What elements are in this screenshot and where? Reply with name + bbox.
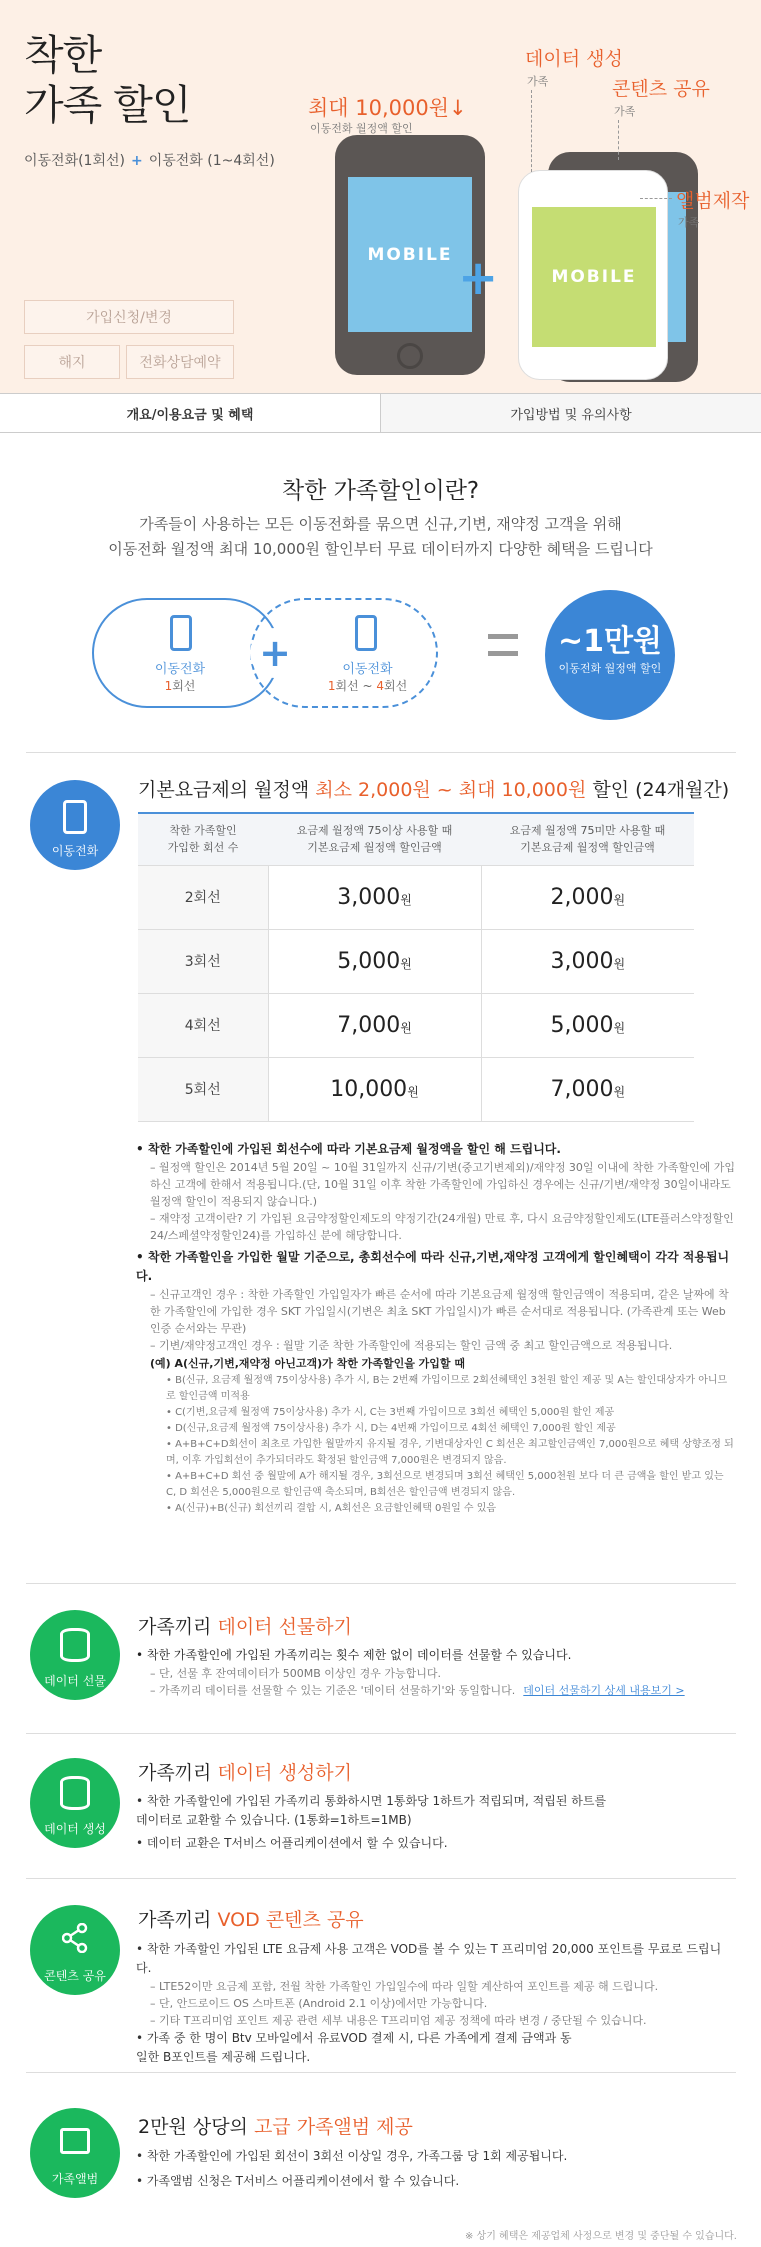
- phone-icon: [63, 800, 87, 834]
- unit: 원: [613, 1020, 626, 1035]
- header-over75: 요금제 월정액 75이상 사용할 때 기본요금제 월정액 할인금액: [268, 813, 481, 865]
- callout-line: [618, 120, 619, 160]
- cell-under75: [481, 929, 694, 993]
- hero-title: 착한 가족 할인: [24, 31, 191, 129]
- row-lines: 2회선: [138, 865, 268, 929]
- equals-icon: [488, 634, 518, 656]
- data-gift-category-circle: [30, 1610, 120, 1700]
- benefit-caption: 이동전화 월정액 할인: [558, 662, 662, 675]
- value: 3,000: [550, 948, 614, 974]
- tab-bar: [0, 393, 761, 433]
- phone-icon: [170, 615, 192, 651]
- title-a: 기본요금제의 월정액: [138, 779, 316, 801]
- oval2-count: [315, 677, 420, 694]
- discount-notes: [136, 1138, 736, 1517]
- divider: [26, 752, 736, 753]
- row-lines: 4회선: [138, 993, 268, 1057]
- max-benefit-circle: [545, 590, 675, 720]
- line: • 착한 가족할인에 가입된 가족끼리 통화하시면 1통화당 1하트가 적립되며, 적립된 하트를 데이터로 교환할 수 있습니다. (1통화=1하트=1MB): [136, 1794, 607, 1827]
- hero-sub-b: 이동전화 (1~4회선): [148, 153, 275, 169]
- phone-screen: MOBILE: [348, 177, 472, 332]
- oval1-unit: 회선: [172, 679, 196, 693]
- value: 5,000: [550, 1012, 614, 1038]
- unit: 원: [613, 956, 626, 971]
- family-album-category-circle: [30, 2108, 120, 2198]
- cell-over75: [268, 865, 481, 929]
- title-a: 2만원 상당의: [138, 2116, 254, 2138]
- mobile-category-circle: [30, 780, 120, 870]
- value: 10,000: [330, 1076, 408, 1102]
- data-gift-detail-link[interactable]: 데이터 선물하기 상세 내용보기 >: [523, 1684, 685, 1697]
- image-icon: [60, 2128, 90, 2154]
- intro-title: 착한 가족할인이란?: [281, 478, 480, 504]
- oval2-n2: 4: [376, 679, 384, 693]
- note: • 착한 가족할인에 가입된 회선수에 따라 기본요금제 월정액을 할인 해 드립니다.: [136, 1142, 561, 1156]
- oval2-label: 이동전화: [342, 662, 393, 677]
- table-row: [138, 1057, 694, 1121]
- plus-icon: +: [250, 628, 300, 678]
- section4-body: [136, 1940, 736, 2067]
- line: – 가족끼리 데이터를 선물할 수 있는 기준은 '데이터 선물하기'와 동일합니다.: [150, 1684, 516, 1697]
- oval2-n: 1: [327, 679, 336, 693]
- database-icon: [60, 1628, 90, 1662]
- title-b: 최소 2,000원 ~ 최대 10,000원: [315, 779, 587, 801]
- cell-over75: [268, 929, 481, 993]
- cell-over75: [268, 1057, 481, 1121]
- value: 2,000: [550, 884, 614, 910]
- benefit-amount: ~1만원: [558, 624, 662, 659]
- tab-signup-notes[interactable]: 가입방법 및 유의사항: [381, 394, 761, 432]
- note: • 착한 가족할인을 가입한 월말 기준으로, 총회선수에 따라 신규,기변,재약정 고객에게 할인혜택이 각각 적용됩니다.: [136, 1250, 730, 1283]
- category-label: 데이터 생성: [44, 1822, 106, 1836]
- line: • 착한 가족할인 가입된 LTE 요금제 사용 고객은 VOD를 볼 수 있는 T 프리미엄 20,000 포인트를 무료로 드립니다.: [136, 1942, 722, 1975]
- title-a: 가족끼리: [138, 1616, 218, 1638]
- note: – 재약정 고객이란? 기 가입된 요금약정할인제도의 약정기간(24개월) 만료 후, 다시 요금약정할인제도(LTE플러스약정할인24/스페셜약정할인24)를 가입하신 분에 해당합니다.: [150, 1212, 734, 1242]
- title-a: 가족끼리: [138, 1909, 218, 1931]
- unit: 원: [613, 1084, 626, 1099]
- line: • 가족 중 한 명이 Btv 모바일에서 유료VOD 결제 시, 다른 가족에게 결제 금액과 동일한 B포인트를 제공해 드립니다.: [136, 2031, 572, 2064]
- oval1-n: 1: [164, 679, 173, 693]
- value: 3,000: [337, 884, 401, 910]
- callout-line: [531, 90, 532, 172]
- category-label: 데이터 선물: [44, 1674, 106, 1688]
- oval1-label: 이동전화: [154, 662, 206, 677]
- value: 7,000: [550, 1076, 614, 1102]
- oval2-unit: 회선: [383, 679, 408, 693]
- section1-title: [138, 775, 729, 802]
- row-lines: 3회선: [138, 929, 268, 993]
- note: • C(기변,요금제 월정액 75이상사용) 추가 시, C는 3번째 가입이므로 3회선 혜택인 5,000원 할인 제공: [166, 1407, 615, 1418]
- value: 7,000: [337, 1012, 401, 1038]
- divider: [26, 1878, 736, 1879]
- max-discount-text: 최대 10,000원↓: [308, 96, 467, 120]
- example-heading: (예) A(신규,기변,재약정 아닌고객)가 착한 가족할인을 가입할 때: [150, 1357, 465, 1370]
- hero-subtitle: [24, 150, 275, 170]
- tab-overview[interactable]: 개요/이용요금 및 혜택: [0, 394, 381, 432]
- phone-screen: MOBILE: [532, 207, 656, 347]
- note: • B(신규, 요금제 월정액 75이상사용) 추가 시, B는 2번째 가입이므로 2회선혜택인 3천원 할인 제공 및 A는 할인대상자가 아니므로 할인금액 미적용: [166, 1375, 728, 1402]
- row-lines: 5회선: [138, 1057, 268, 1121]
- feature-data-create: 데이터 생성: [525, 48, 623, 70]
- phone-white-illustration: [518, 170, 668, 380]
- title-c: 할인 (24개월간): [586, 779, 730, 801]
- note: • A+B+C+D 회선 중 월말에 A가 해지될 경우, 3회선으로 변경되며 3회선 혜택인 5,000천원 보다 더 큰 금액을 할인 받고 있는 C, D 회선은 5,000원으로 할인금액 축소되며, B회선은 할인금액 변경되지 않음.: [166, 1471, 724, 1498]
- title-b: VOD 콘텐츠 공유: [217, 1909, 364, 1931]
- database-icon: [60, 1776, 90, 1810]
- content-share-category-circle: [30, 1905, 120, 1995]
- data-create-category-circle: [30, 1758, 120, 1848]
- cell-under75: [481, 1057, 694, 1121]
- feature-sub: 가족: [527, 75, 549, 88]
- table-row: [138, 929, 694, 993]
- plus-icon: +: [130, 153, 143, 169]
- divider: [26, 2072, 736, 2073]
- note: – 월정액 할인은 2014년 5월 20일 ~ 10월 31일까지 신규/기변(중고기변제외)/재약정 30일 이내에 착한 가족할인에 가입하신 고객에 한해서 적용됩니다.(단, 10월 31일 이후 착한 가족할인에 가입하신 경우에는 신규/기변/재약정 30일이내라도 월정액 할인이 적용되지 않습니다.): [150, 1161, 736, 1208]
- line: – 단, 선물 후 잔여데이터가 500MB 이상인 경우 가능합니다.: [150, 1667, 442, 1680]
- cell-under75: [481, 993, 694, 1057]
- unit: 원: [407, 1084, 419, 1099]
- line-with-link: [136, 1682, 736, 1699]
- section4-title: [138, 1905, 364, 1932]
- oval1-count: [140, 677, 220, 694]
- call-reservation-button[interactable]: 전화상담예약: [126, 345, 234, 379]
- note: • A(신규)+B(신규) 회선끼리 결합 시, A회선은 요금할인혜택 0원일 수 있음: [166, 1503, 497, 1514]
- category-label: 가족앨범: [51, 2172, 99, 2186]
- header-under75: 요금제 월정액 75미만 사용할 때 기본요금제 월정액 할인금액: [481, 813, 694, 865]
- line: • 착한 가족할인에 가입된 가족끼리는 횟수 제한 없이 데이터를 선물할 수 있습니다.: [136, 1648, 572, 1662]
- section3-title: [138, 1758, 352, 1785]
- cell-under75: [481, 865, 694, 929]
- header-lines: 착한 가족할인 가입한 회선 수: [138, 813, 268, 865]
- feature-sub: 가족: [614, 105, 636, 118]
- table-row: [138, 865, 694, 929]
- hero-sub-a: 이동전화(1회선): [24, 153, 125, 169]
- note: • D(신규,요금제 월정액 75이상사용) 추가 시, D는 4번째 가입이므로 4회선 혜택인 7,000원 할인 제공: [166, 1423, 616, 1434]
- unit: 원: [400, 1020, 412, 1035]
- title-b: 데이터 선물하기: [217, 1616, 352, 1638]
- feature-content-share: 콘텐츠 공유: [612, 78, 710, 100]
- unit: 원: [400, 892, 412, 907]
- cell-over75: [268, 993, 481, 1057]
- section2-title: [138, 1612, 352, 1639]
- line: – 단, 안드로이드 OS 스마트폰 (Android 2.1 이상)에서만 가능합니다.: [150, 1997, 488, 2010]
- hero-banner: [0, 0, 761, 393]
- title-b: 데이터 생성하기: [217, 1762, 352, 1784]
- value: 5,000: [337, 948, 401, 974]
- category-label: 이동전화: [51, 844, 99, 858]
- note: • A+B+C+D회선이 최초로 가입한 월말까지 유지될 경우, 기변대상자인 C 회선은 최고할인금액인 7,000원으로 혜택 상향조정 되며, 이후 가입회선이 추가되더라도 확정된 할인금액 7,000원은 변경되지 않음.: [166, 1439, 734, 1466]
- callout-line: [640, 198, 672, 199]
- note: – 기변/재약정고객인 경우 : 월말 기준 착한 가족할인에 적용되는 할인 금액 중 최고 할인금액으로 적용됩니다.: [150, 1339, 673, 1352]
- discount-rate-table: [138, 812, 694, 1122]
- table-row: [138, 993, 694, 1057]
- section5-body: [136, 2147, 736, 2191]
- oval2-mid: 회선 ~: [335, 679, 377, 693]
- join-change-button[interactable]: 가입신청/변경: [24, 300, 234, 334]
- line: • 착한 가족할인에 가입된 회선이 3회선 이상일 경우, 가족그룹 당 1회 제공됩니다.: [136, 2149, 568, 2163]
- line: • 가족앨범 신청은 T서비스 어플리케이션에서 할 수 있습니다.: [136, 2174, 460, 2188]
- feature-album: 앨범제작: [676, 190, 750, 212]
- category-label: 콘텐츠 공유: [44, 1969, 106, 1983]
- share-icon: [62, 1923, 88, 1953]
- max-discount-sub: 이동전화 월정액 할인: [310, 122, 413, 135]
- section2-body: [136, 1646, 736, 1699]
- note: – 신규고객인 경우 : 착한 가족할인 가입일자가 빠른 순서에 따라 기본요금제 월정액 할인금액이 적용되며, 같은 날짜에 착한 가족할인에 가입한 경우 SKT 가입일시(기변은 최초 SKT 가입일시)가 빠른 순서대로 적용됩니다. (가족관계 또는 Web인증 순서와는 무관): [150, 1288, 729, 1335]
- divider: [26, 1583, 736, 1584]
- footnote: ※ 상기 혜택은 제공업체 사정으로 변경 및 중단될 수 있습니다.: [464, 2231, 737, 2242]
- plus-icon: +: [458, 250, 499, 306]
- title-b: 고급 가족앨범 제공: [253, 2116, 413, 2138]
- line: • 데이터 교환은 T서비스 어플리케이션에서 할 수 있습니다.: [136, 1836, 448, 1850]
- line: – 기타 T프리미엄 포인트 제공 관련 세부 내용은 T프리미엄 제공 정책에 따라 변경 / 중단될 수 있습니다.: [150, 2014, 647, 2027]
- unit: 원: [613, 892, 626, 907]
- title-a: 가족끼리: [138, 1762, 218, 1784]
- phone-icon: [355, 615, 377, 651]
- cancel-button[interactable]: 해지: [24, 345, 120, 379]
- feature-sub: 가족: [678, 216, 700, 229]
- intro-description: 가족들이 사용하는 모든 이동전화를 묶으면 신규,기변, 재약정 고객을 위해 이동전화 월정액 최대 10,000원 할인부터 무료 데이터까지 다양한 혜택을 드립니다: [108, 515, 653, 558]
- table-header-row: [138, 813, 694, 865]
- home-button-icon: [397, 343, 423, 369]
- line: – LTE52이만 요금제 포함, 전월 착한 가족할인 가입일수에 따라 일할 계산하여 포인트를 제공 해 드립니다.: [150, 1980, 659, 1993]
- section3-body: [136, 1792, 616, 1853]
- divider: [26, 1733, 736, 1734]
- section5-title: [138, 2112, 413, 2139]
- unit: 원: [400, 956, 412, 971]
